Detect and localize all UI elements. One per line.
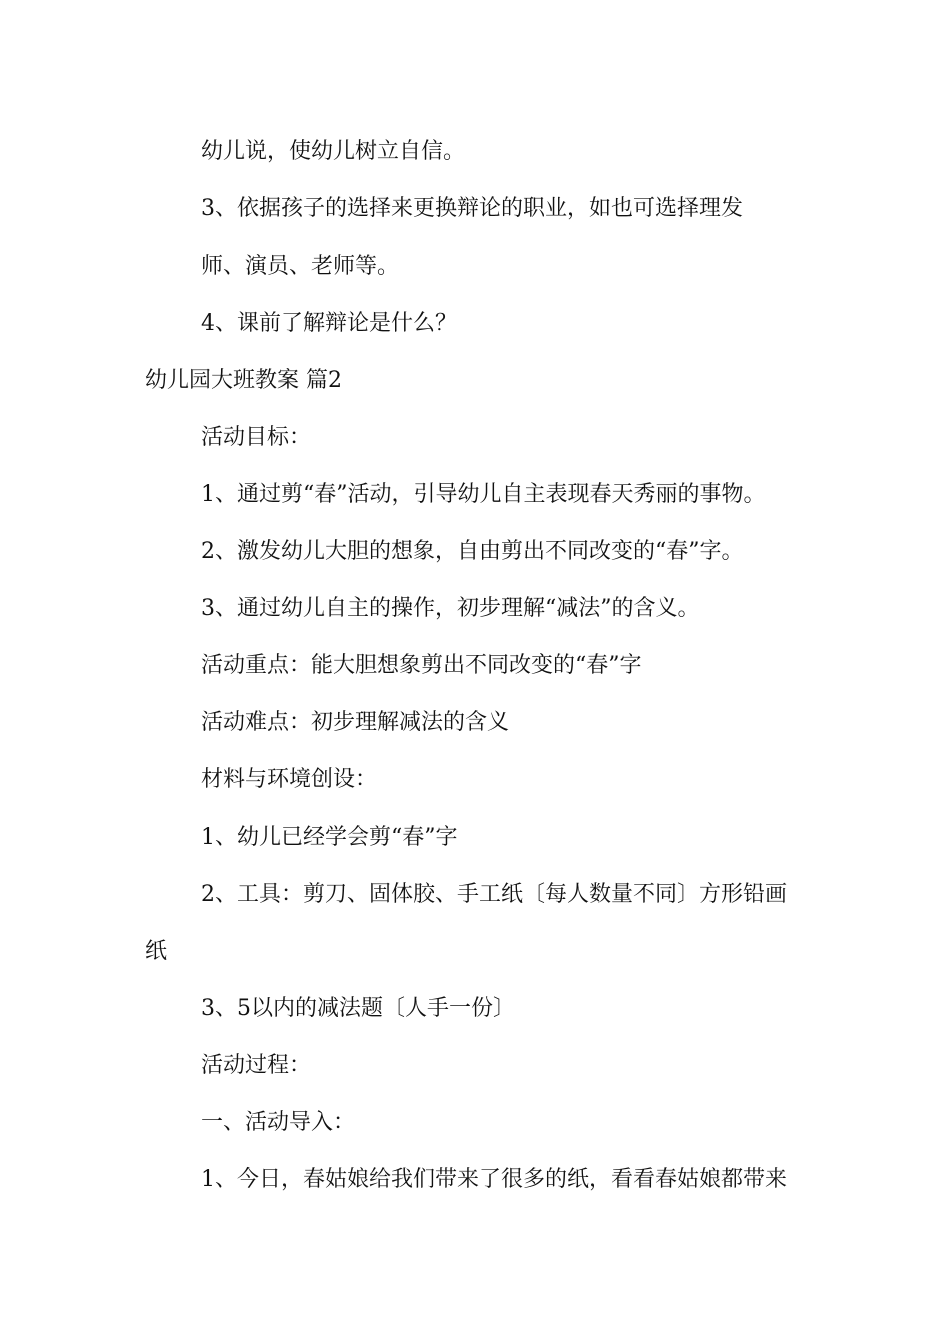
paragraph-line: 幼儿说，使幼儿树立自信。 (201, 139, 466, 164)
paragraph-line: 材料与环境创设： (201, 767, 378, 792)
paragraph-line: 活动过程： (201, 1053, 312, 1078)
paragraph-line: 2、工具：剪刀、固体胶、手工纸〔每人数量不同〕方形铅画 (201, 882, 787, 907)
section-heading: 幼儿园大班教案 篇2 (145, 368, 342, 393)
paragraph-line: 3、通过幼儿自主的操作，初步理解“减法”的含义。 (201, 596, 700, 621)
paragraph-line: 1、今日，春姑娘给我们带来了很多的纸，看看春姑娘都带来 (201, 1167, 787, 1192)
paragraph-line: 师、演员、老师等。 (201, 254, 400, 279)
paragraph-line: 3、5以内的减法题〔人手一份〕 (201, 996, 515, 1021)
paragraph-line: 活动难点：初步理解减法的含义 (201, 710, 510, 735)
paragraph-line: 一、活动导入： (201, 1110, 356, 1135)
paragraph-line: 活动目标： (201, 425, 312, 450)
paragraph-line: 2、激发幼儿大胆的想象，自由剪出不同改变的“春”字。 (201, 539, 744, 564)
paragraph-line: 纸 (145, 939, 168, 964)
paragraph-line: 1、通过剪“春”活动，引导幼儿自主表现春天秀丽的事物。 (201, 482, 766, 507)
paragraph-line: 3、依据孩子的选择来更换辩论的职业，如也可选择理发 (201, 196, 743, 221)
paragraph-line: 4、课前了解辩论是什么？ (201, 311, 457, 336)
paragraph-line: 活动重点：能大胆想象剪出不同改变的“春”字 (201, 653, 642, 678)
paragraph-line: 1、幼儿已经学会剪“春”字 (201, 825, 458, 850)
